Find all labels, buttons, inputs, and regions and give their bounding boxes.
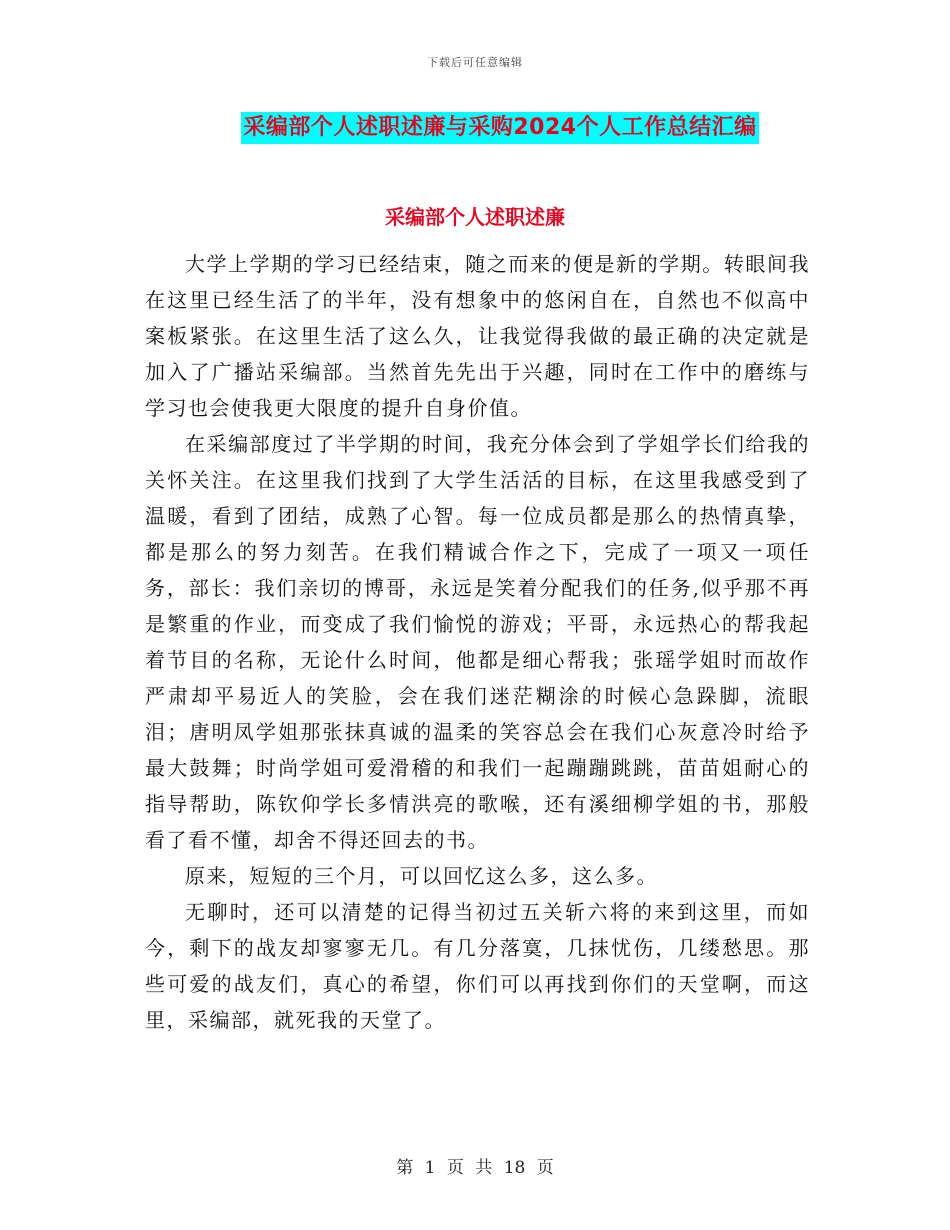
header-note: 下载后可任意编辑 — [427, 56, 523, 69]
paragraph: 大学上学期的学习已经结束，随之而来的便是新的学期。转眼间我在这里已经生活了的半年，没有想象中的悠闲自在，自然也不似高中案板紧张。在这里生活了这么久，让我觉得我做的最正确的决定就是加入了广播站采编部。当然首先先出于兴趣，同时在工作中的磨练与学习也会使我更大限度的提升自身价值。 — [145, 252, 810, 420]
document-title: 采编部个人述职述廉与采购2024个人工作总结汇编 — [241, 112, 758, 144]
body-text — [145, 246, 810, 1038]
document-title-container — [0, 112, 950, 144]
section-title: 采编部个人述职述廉 — [385, 205, 565, 229]
paragraph: 原来，短短的三个月，可以回忆这么多，这么多。 — [185, 864, 658, 888]
page-number: 第 1 页 共 18 页 — [396, 1158, 554, 1178]
paragraph: 在采编部度过了半学期的时间，我充分体会到了学姐学长们给我的关怀关注。在这里我们找到了大学生活活的目标，在这里我感受到了温暖，看到了团结，成熟了心智。每一位成员都是那么的热情真挚，都是那么的努力刻苦。在我们精诚合作之下，完成了一项又一项任务，部长：我们亲切的博哥，永远是笑着分配我们的任务,似乎那不再是繁重的作业，而变成了我们愉悦的游戏；平哥，永远热心的帮我起着节目的名称，无论什么时间，他都是细心帮我；张瑶学姐时而故作严肃却平易近人的笑脸，会在我们迷茫糊涂的时候心急跺脚，流眼泪；唐明凤学姐那张抹真诚的温柔的笑容总会在我们心灰意冷时给予最大鼓舞；时尚学姐可爱滑稽的和我们一起蹦蹦跳跳，苗苗姐耐心的指导帮助，陈钦仰学长多情洪亮的歌喉，还有溪细柳学姐的书，那般看了看不懂，却舍不得还回去的书。 — [145, 432, 810, 852]
paragraph: 无聊时，还可以清楚的记得当初过五关斩六将的来到这里，而如今，剩下的战友却寥寥无几。有几分落寞，几抹忧伤，几缕愁思。那些可爱的战友们，真心的希望，你们可以再找到你们的天堂啊，而这里，采编部，就死我的天堂了。 — [145, 900, 810, 1032]
